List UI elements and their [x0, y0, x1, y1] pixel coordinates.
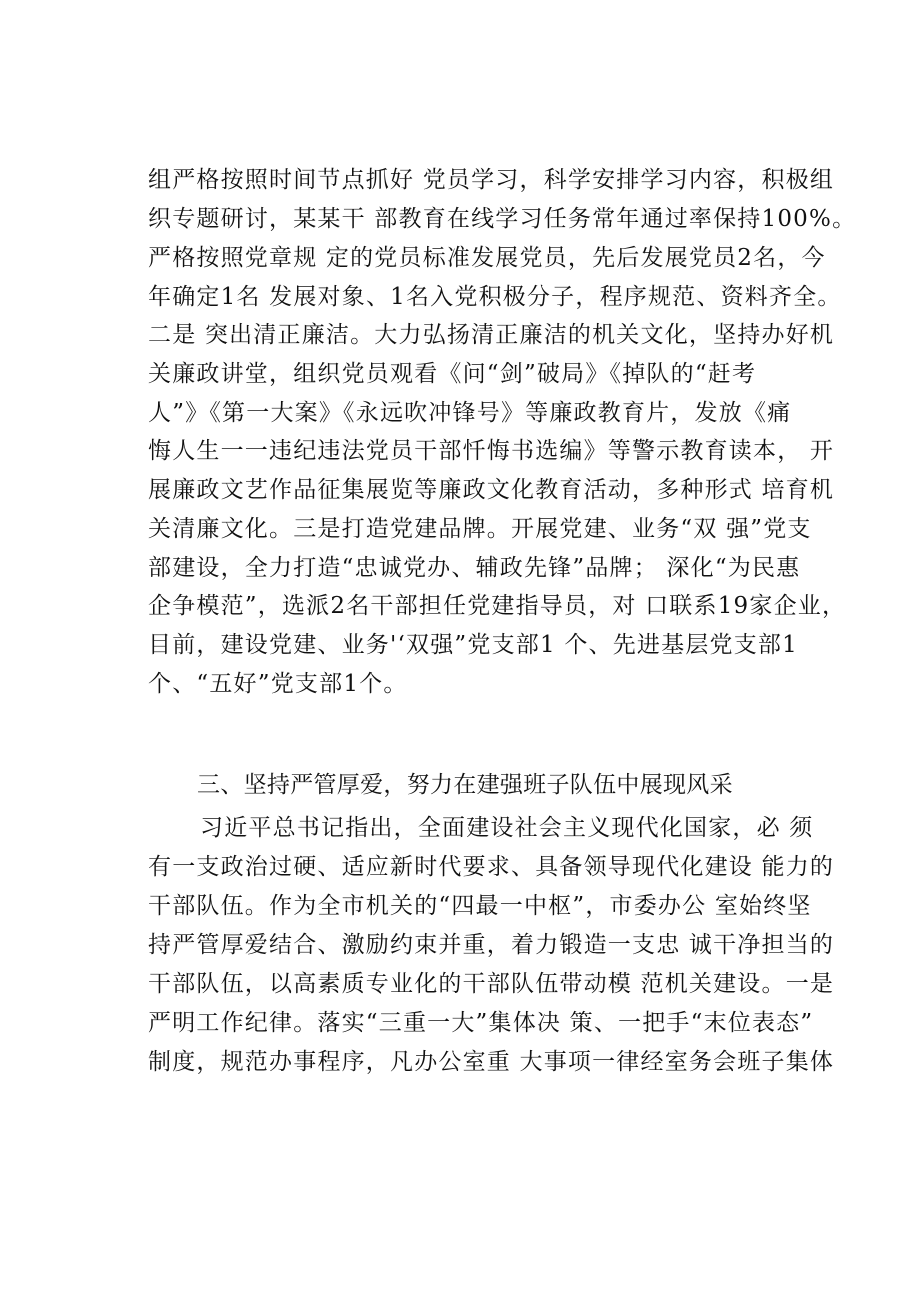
body-text-line: 持严管厚爱结合、激励约束并重，着力锻造一支忠 诚干净担当的	[148, 932, 835, 958]
body-text-line: 个、“五好”党支部1个。	[148, 671, 408, 697]
body-text-line: 有一支政治过硬、适应新时代要求、具备领导现代化建设 能力的	[148, 854, 835, 880]
body-text-line: 展廉政文艺作品征集展览等廉政文化教育活动，多种形式 培育机	[148, 477, 835, 503]
body-text-line: 严格按照党章规 定的党员标准发展党员，先后发展党员2名，今	[148, 245, 826, 271]
section-heading: 三、坚持严管厚爱，努力在建强班子队伍中展现风采	[197, 772, 733, 798]
body-text-line: 组严格按照时间节点抓好 党员学习，科学安排学习内容，积极组	[148, 167, 835, 193]
body-text-line: 关清廉文化。三是打造党建品牌。开展党建、业务“双 强”党支	[148, 516, 812, 542]
body-text-line: 干部队伍，以高素质专业化的干部队伍带动模 范机关建设。一是	[148, 971, 835, 997]
body-text-line: 干部队伍。作为全市机关的“四最一中枢”，市委办公 室始终坚	[148, 893, 812, 919]
body-text-line: 二是 突出清正廉洁。大力弘扬清正廉洁的机关文化，坚持办好机	[148, 322, 835, 348]
body-text-line: 人”》《第一大案》《永远吹冲锋号》等廉政教育片，发放《痛	[148, 400, 792, 426]
body-text-line: 严明工作纪律。落实“三重一大”集体决 策、一把手“末位表态”	[148, 1010, 814, 1036]
body-text-line: 关廉政讲堂，组织党员观看《问“剑”破局》《掉队的“赶考	[148, 361, 757, 387]
body-text-line: 织专题研讨，某某干 部教育在线学习任务常年通过率保持100%。	[148, 206, 857, 232]
body-text-line: 制度，规范办事程序，凡办公室重 大事项一律经室务会班子集体	[148, 1049, 835, 1075]
body-text-line: 目前，建设党建、业务'‘双强”党支部1 个、先进基层党支部1	[148, 632, 798, 658]
body-text-line: 习近平总书记指出，全面建设社会主义现代化国家，必 须	[200, 815, 814, 841]
body-text-line: 部建设，全力打造“忠诚党办、辅政先锋”品牌； 深化“为民惠	[148, 555, 801, 581]
body-text-line: 悔人生一一违纪违法党员干部忏悔书选编》等警示教育读本， 开	[148, 438, 835, 464]
body-text-line: 企争模范”，选派2名干部担任党建指导员，对 口联系19家企业，	[148, 593, 847, 619]
body-text-line: 年确定1名 发展对象、1名入党积极分子，程序规范、资料齐全。	[148, 284, 842, 310]
